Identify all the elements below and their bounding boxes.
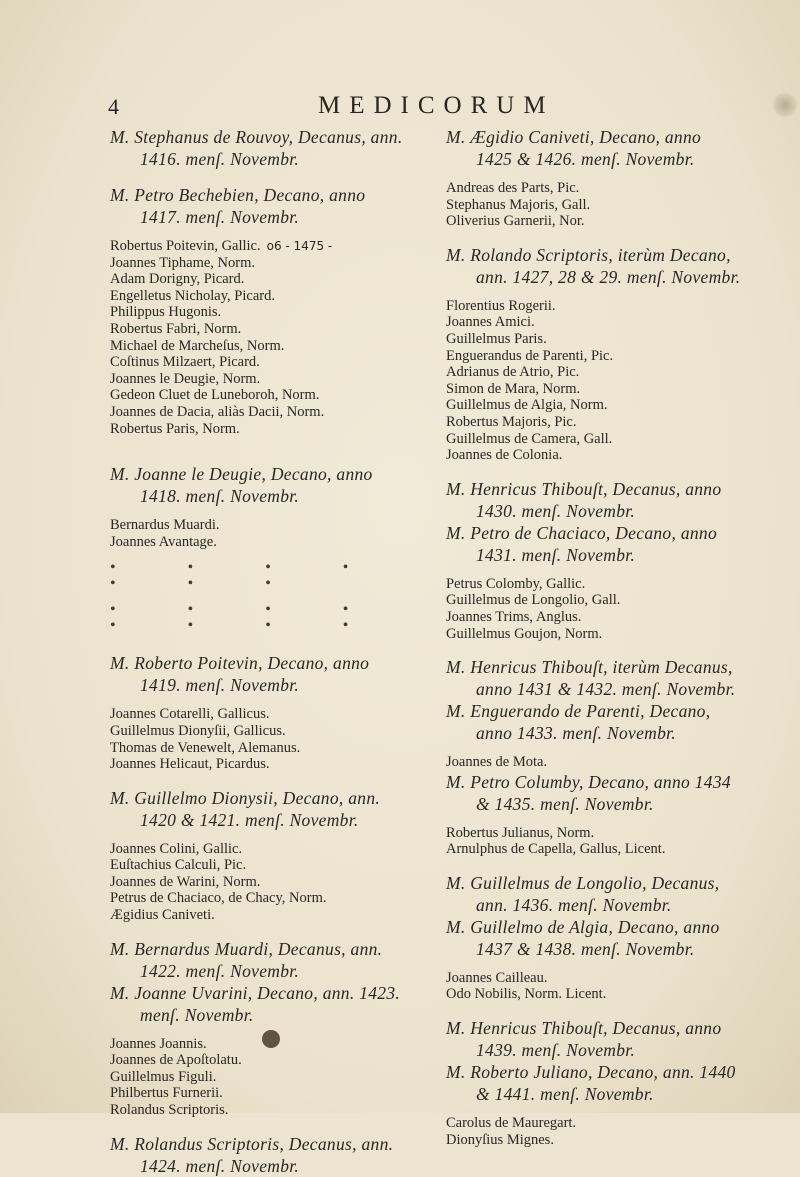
list-item: Stephanus Majoris, Gall. (446, 196, 591, 213)
list-item: Joannes Cotarelli, Gallicus. (110, 706, 270, 723)
list-item: Guillelmus Figuli. (110, 1068, 217, 1085)
left-column (110, 126, 435, 1177)
entry-heading: M. Henricus Thibouſt, iterùm Decanus, anno 1431 & 1432. menſ. Novembr. (446, 657, 736, 700)
entry-heading: M. Joanne Uvarini, Decano, ann. 1423. menſ. Novembr. (110, 982, 401, 1025)
list-item: Robertus Majoris, Pic. (446, 413, 577, 430)
entry-heading: M. Ægidio Caniveti, Decano, anno 1425 & 1426. menſ. Novembr. (446, 127, 702, 169)
list-item: Joannes Joannis. (110, 1035, 207, 1052)
entry-heading: M. Guillelmo de Algia, Decano, anno 1437 & 1438. menſ. Novembr. (446, 916, 720, 959)
name-list (446, 970, 771, 1003)
list-item: Rolandus Scriptoris. (110, 1102, 229, 1119)
list-item: Joannes Trims, Anglus. (446, 608, 582, 625)
entry-heading: M. Stephanus de Rouvoy, Decanus, ann. 1416. menſ. Novembr. (110, 127, 403, 169)
list-item: Coſtinus Milzaert, Picard. (110, 354, 260, 371)
list-item: Adam Dorigny, Picard. (110, 271, 245, 288)
entry-heading: M. Petro Columby, Decano, anno 1434 & 1435. menſ. Novembr. (446, 771, 731, 814)
list-item: Dionyſius Mignes. (446, 1131, 554, 1148)
page-number: 4 (108, 94, 119, 119)
name-list (110, 841, 435, 924)
entry-heading: M. Roberto Juliano, Decano, ann. 1440 & 1441. menſ. Novembr. (446, 1062, 736, 1105)
list-item: Guillelmus Dionyſii, Gallicus. (110, 722, 286, 739)
ornament-dots: • • • • • • • (110, 559, 383, 593)
page-corner-mark (772, 92, 798, 118)
list-item: Joannes Tiphame, Norm. (110, 254, 255, 271)
list-item: Engelletus Nicholay, Picard. (110, 287, 275, 304)
name-list (446, 576, 771, 642)
handwritten-annotation: o6 - 1475 - (266, 239, 333, 253)
entry-heading: M. Rolando Scriptoris, iterùm Decano, ann. 1427, 28 & 29. menſ. Novembr. (446, 244, 741, 287)
list-item: Robertus Julianus, Norm. (446, 824, 595, 841)
entry-heading: M. Henricus Thibouſt, Decanus, anno 1439. menſ. Novembr. (446, 1018, 722, 1061)
list-item: Petrus de Chaciaco, de Chacy, Norm. (110, 890, 327, 907)
list-item: Joannes de Apoſtolatu. (110, 1052, 242, 1069)
list-item: Robertus Poitevin, Gallic. o6 - 1475 - (110, 238, 333, 254)
list-item: Joannes Avantage. (110, 533, 217, 550)
list-item: Joannes Cailleau. (446, 969, 548, 986)
running-head: MEDICORUM (318, 92, 555, 119)
list-item: Joannes de Dacia, aliàs Dacii, Norm. (110, 403, 325, 420)
entry-heading: M. Guillelmus de Longolio, Decanus, ann. 1436. menſ. Novembr. (446, 872, 720, 915)
name-list (110, 1036, 435, 1119)
list-item: Joannes de Warini, Norm. (110, 873, 261, 890)
ornament-dots: • • • • • • • • (110, 601, 383, 635)
list-item: Euſtachius Calculi, Pic. (110, 857, 247, 874)
list-item: Guillelmus de Longolio, Gall. (446, 592, 621, 609)
list-item: Guillelmus Paris. (446, 330, 547, 347)
entry-heading: M. Enguerando de Parenti, Decano, anno 1433. menſ. Novembr. (446, 701, 711, 744)
list-item: Joannes le Deugie, Norm. (110, 370, 261, 387)
name-list (110, 238, 435, 437)
name-list (446, 825, 771, 858)
name-list (446, 298, 771, 464)
list-item: Bernardus Muardi. (110, 517, 220, 534)
list-item: Guillelmus Goujon, Norm. (446, 625, 603, 642)
list-item: Guillelmus de Algia, Norm. (446, 397, 608, 414)
name-list (446, 754, 771, 771)
entry-heading: M. Guillelmo Dionysii, Decano, ann. 1420 & 1421. menſ. Novembr. (110, 787, 381, 830)
page-header (108, 92, 708, 122)
entry-heading: M. Roberto Poitevin, Decano, anno 1419. menſ. Novembr. (110, 653, 370, 696)
list-item: Ægidius Caniveti. (110, 907, 215, 924)
entry-heading: M. Petro Bechebien, Decano, anno 1417. menſ. Novembr. (110, 185, 366, 227)
list-item: Joannes Amici. (446, 314, 535, 331)
list-item: Joannes de Colonia. (446, 447, 563, 464)
name-list (110, 517, 435, 550)
list-item: Philippus Hugonis. (110, 304, 222, 321)
entry-heading: M. Bernardus Muardi, Decanus, ann. 1422. menſ. Novembr. (110, 938, 383, 981)
list-item: Joannes Colini, Gallic. (110, 840, 243, 857)
list-item: Philbertus Furnerii. (110, 1085, 223, 1102)
list-item: Gedeon Cluet de Luneboroh, Norm. (110, 387, 320, 404)
name-list (110, 706, 435, 772)
list-item: Joannes de Mota. (446, 754, 548, 771)
list-item: Florentius Rogerii. (446, 297, 556, 314)
entry-heading: M. Henricus Thibouſt, Decanus, anno 1430. menſ. Novembr. (446, 478, 722, 521)
entry-heading: M. Rolandus Scriptoris, Decanus, ann. 1424. menſ. Novembr. (110, 1133, 394, 1176)
name-list (446, 1115, 771, 1148)
right-column (446, 126, 771, 1148)
list-item: Joannes Helicaut, Picardus. (110, 756, 270, 773)
list-item: Odo Nobilis, Norm. Licent. (446, 986, 607, 1003)
entry-heading: M. Petro de Chaciaco, Decano, anno 1431. menſ. Novembr. (446, 522, 718, 565)
list-item: Enguerandus de Parenti, Pic. (446, 347, 614, 364)
list-item: Arnulphus de Capella, Gallus, Licent. (446, 841, 666, 858)
list-item: Robertus Paris, Norm. (110, 420, 240, 437)
list-item: Andreas des Parts, Pic. (446, 180, 580, 196)
name-list (446, 180, 771, 230)
list-item: Carolus de Mauregart. (446, 1115, 577, 1132)
list-item: Simon de Mara, Norm. (446, 380, 581, 397)
list-item: Petrus Colomby, Gallic. (446, 575, 586, 592)
ink-blot (262, 1030, 280, 1048)
list-item: Robertus Fabri, Norm. (110, 320, 242, 337)
list-item: Adrianus de Atrio, Pic. (446, 364, 580, 381)
list-item: Thomas de Venewelt, Alemanus. (110, 739, 301, 756)
entry-heading: M. Joanne le Deugie, Decano, anno 1418. menſ. Novembr. (110, 464, 373, 507)
list-item: Oliverius Garnerii, Nor. (446, 213, 585, 230)
list-item: Michael de Marcheſus, Norm. (110, 337, 285, 354)
list-item: Guillelmus de Camera, Gall. (446, 430, 613, 447)
